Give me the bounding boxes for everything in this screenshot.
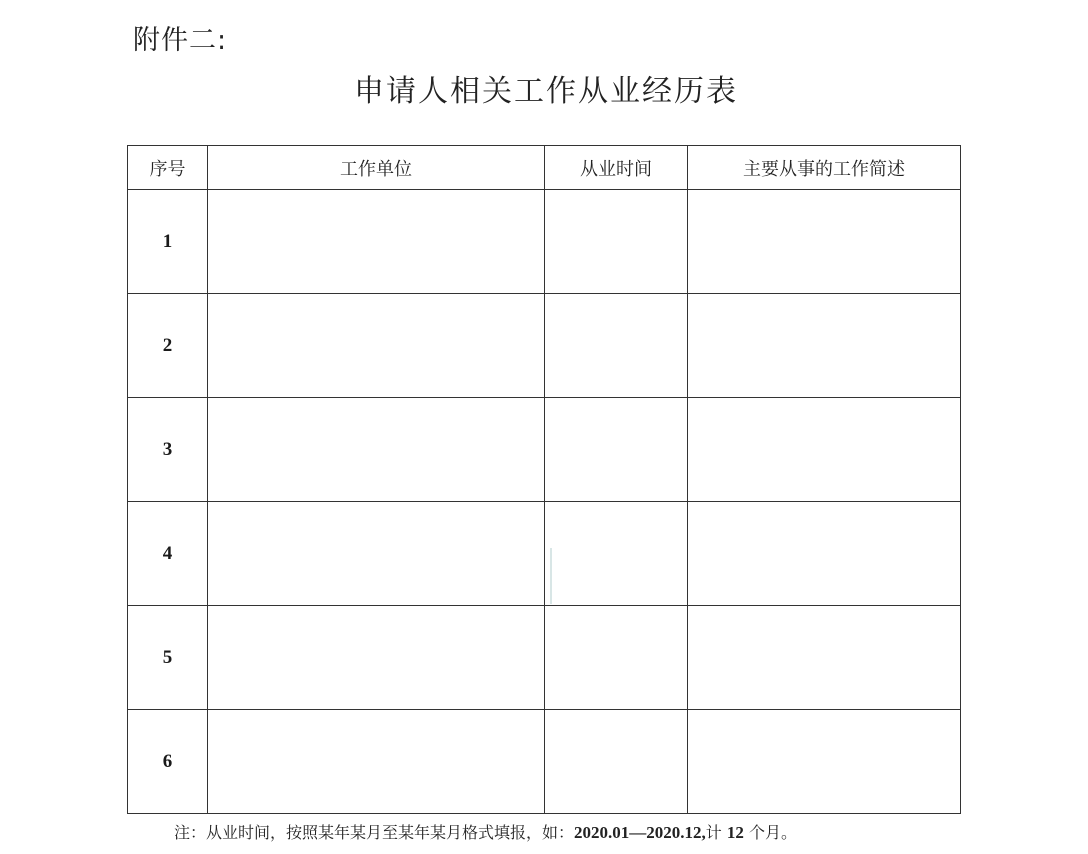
row-number: 1 bbox=[128, 190, 208, 294]
row-number: 6 bbox=[128, 710, 208, 814]
work-period-cell[interactable] bbox=[545, 502, 688, 606]
row-number: 4 bbox=[128, 502, 208, 606]
table-row bbox=[128, 190, 961, 294]
footnote-count-suffix: 个月。 bbox=[743, 823, 797, 842]
job-description-cell[interactable] bbox=[688, 294, 961, 398]
work-period-cell[interactable] bbox=[545, 294, 688, 398]
table-row bbox=[128, 502, 961, 606]
employer-cell[interactable] bbox=[208, 190, 545, 294]
work-period-cell[interactable] bbox=[545, 398, 688, 502]
header-serial-number: 序号 bbox=[128, 146, 208, 190]
footnote-prefix: 注：从业时间，按照某年某月至某年某月格式填报，如： bbox=[174, 823, 575, 842]
job-description-cell[interactable] bbox=[688, 710, 961, 814]
job-description-cell[interactable] bbox=[688, 190, 961, 294]
table-row bbox=[128, 294, 961, 398]
header-employer: 工作单位 bbox=[208, 146, 545, 190]
attachment-label: 附件二: bbox=[133, 25, 228, 56]
employer-cell[interactable] bbox=[208, 502, 545, 606]
table-row bbox=[128, 606, 961, 710]
work-period-cell[interactable] bbox=[545, 710, 688, 814]
table-header-row bbox=[128, 146, 961, 190]
footnote-count-prefix: 计 bbox=[705, 823, 727, 842]
row-number: 5 bbox=[128, 606, 208, 710]
job-description-cell[interactable] bbox=[688, 606, 961, 710]
row-number: 2 bbox=[128, 294, 208, 398]
footnote-example: 2020.01—2020.12, bbox=[574, 823, 706, 842]
table-row bbox=[128, 710, 961, 814]
work-period-cell[interactable] bbox=[545, 190, 688, 294]
employer-cell[interactable] bbox=[208, 606, 545, 710]
document-title bbox=[0, 66, 1088, 110]
row-number: 3 bbox=[128, 398, 208, 502]
table-row bbox=[128, 398, 961, 502]
work-experience-table bbox=[127, 145, 961, 814]
document-title-text: 申请人相关工作从业经历表 bbox=[354, 74, 738, 109]
header-work-period: 从业时间 bbox=[545, 146, 688, 190]
employer-cell[interactable] bbox=[208, 398, 545, 502]
job-description-cell[interactable] bbox=[688, 502, 961, 606]
scan-artifact bbox=[550, 548, 552, 604]
footnote bbox=[174, 820, 797, 843]
employer-cell[interactable] bbox=[208, 294, 545, 398]
employer-cell[interactable] bbox=[208, 710, 545, 814]
job-description-cell[interactable] bbox=[688, 398, 961, 502]
work-period-cell[interactable] bbox=[545, 606, 688, 710]
header-job-description: 主要从事的工作简述 bbox=[688, 146, 961, 190]
footnote-count: 12 bbox=[726, 823, 744, 842]
